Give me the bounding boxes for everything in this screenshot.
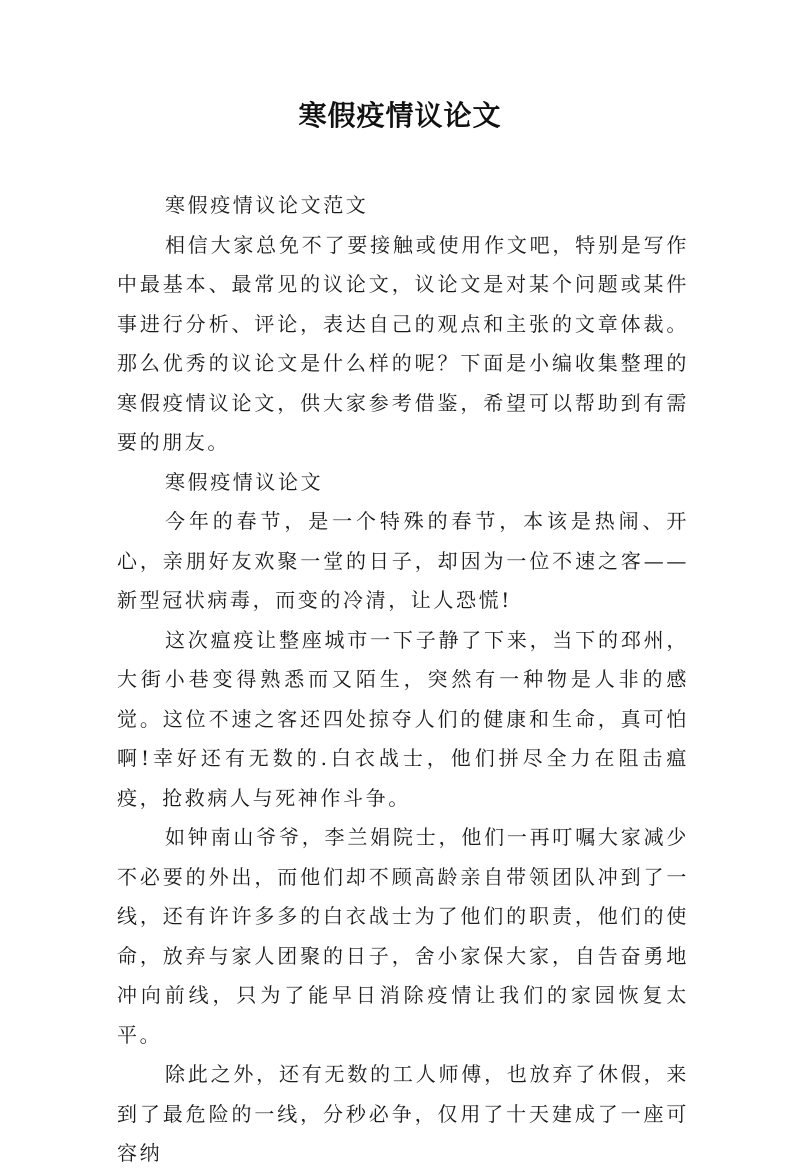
paragraph-subtitle: 寒假疫情议论文范文 [165,193,369,217]
document-title: 寒假疫情议论文 [298,99,502,132]
document-body [117,186,689,1174]
paragraph-doctors: 如钟南山爷爷，李兰娟院士，他们一再叮嘱大家减少不必要的外出，而他们却不顾高龄亲自带领团队冲到了一线，还有许许多多的白衣战士为了他们的职责，他们的使命，放弃与家人团聚的日子，舍小家保大家，自告奋勇地冲向前线，只为了能早日消除疫情让我们的家园恢复太平。 [117,825,689,1047]
paragraph-spring-festival: 今年的春节，是一个特殊的春节，本该是热闹、开心，亲朋好友欢聚一堂的日子，却因为一位不速之客——新型冠状病毒，而变的冷清，让人恐慌! [117,509,689,612]
paragraph-workers: 除此之外，还有无数的工人师傅，也放弃了休假，来到了最危险的一线，分秒必争，仅用了十天建成了一座可容纳 [117,1062,689,1165]
paragraph-intro: 相信大家总免不了要接触或使用作文吧，特别是写作中最基本、最常见的议论文，议论文是对某个问题或某件事进行分析、评论，表达自己的观点和主张的文章体裁。那么优秀的议论文是什么样的呢？下面是小编收集整理的寒假疫情议论文，供大家参考借鉴，希望可以帮助到有需要的朋友。 [117,232,689,454]
paragraph-plague-city: 这次瘟疫让整座城市一下子静了下来，当下的邳州，大街小巷变得熟悉而又陌生，突然有一种物是人非的感觉。这位不速之客还四处掠夺人们的健康和生命，真可怕啊!幸好还有无数的.白衣战士，他们拼尽全力在阻击瘟疫，抢救病人与死神作斗争。 [117,627,689,810]
paragraph-section-heading: 寒假疫情议论文 [165,469,324,494]
